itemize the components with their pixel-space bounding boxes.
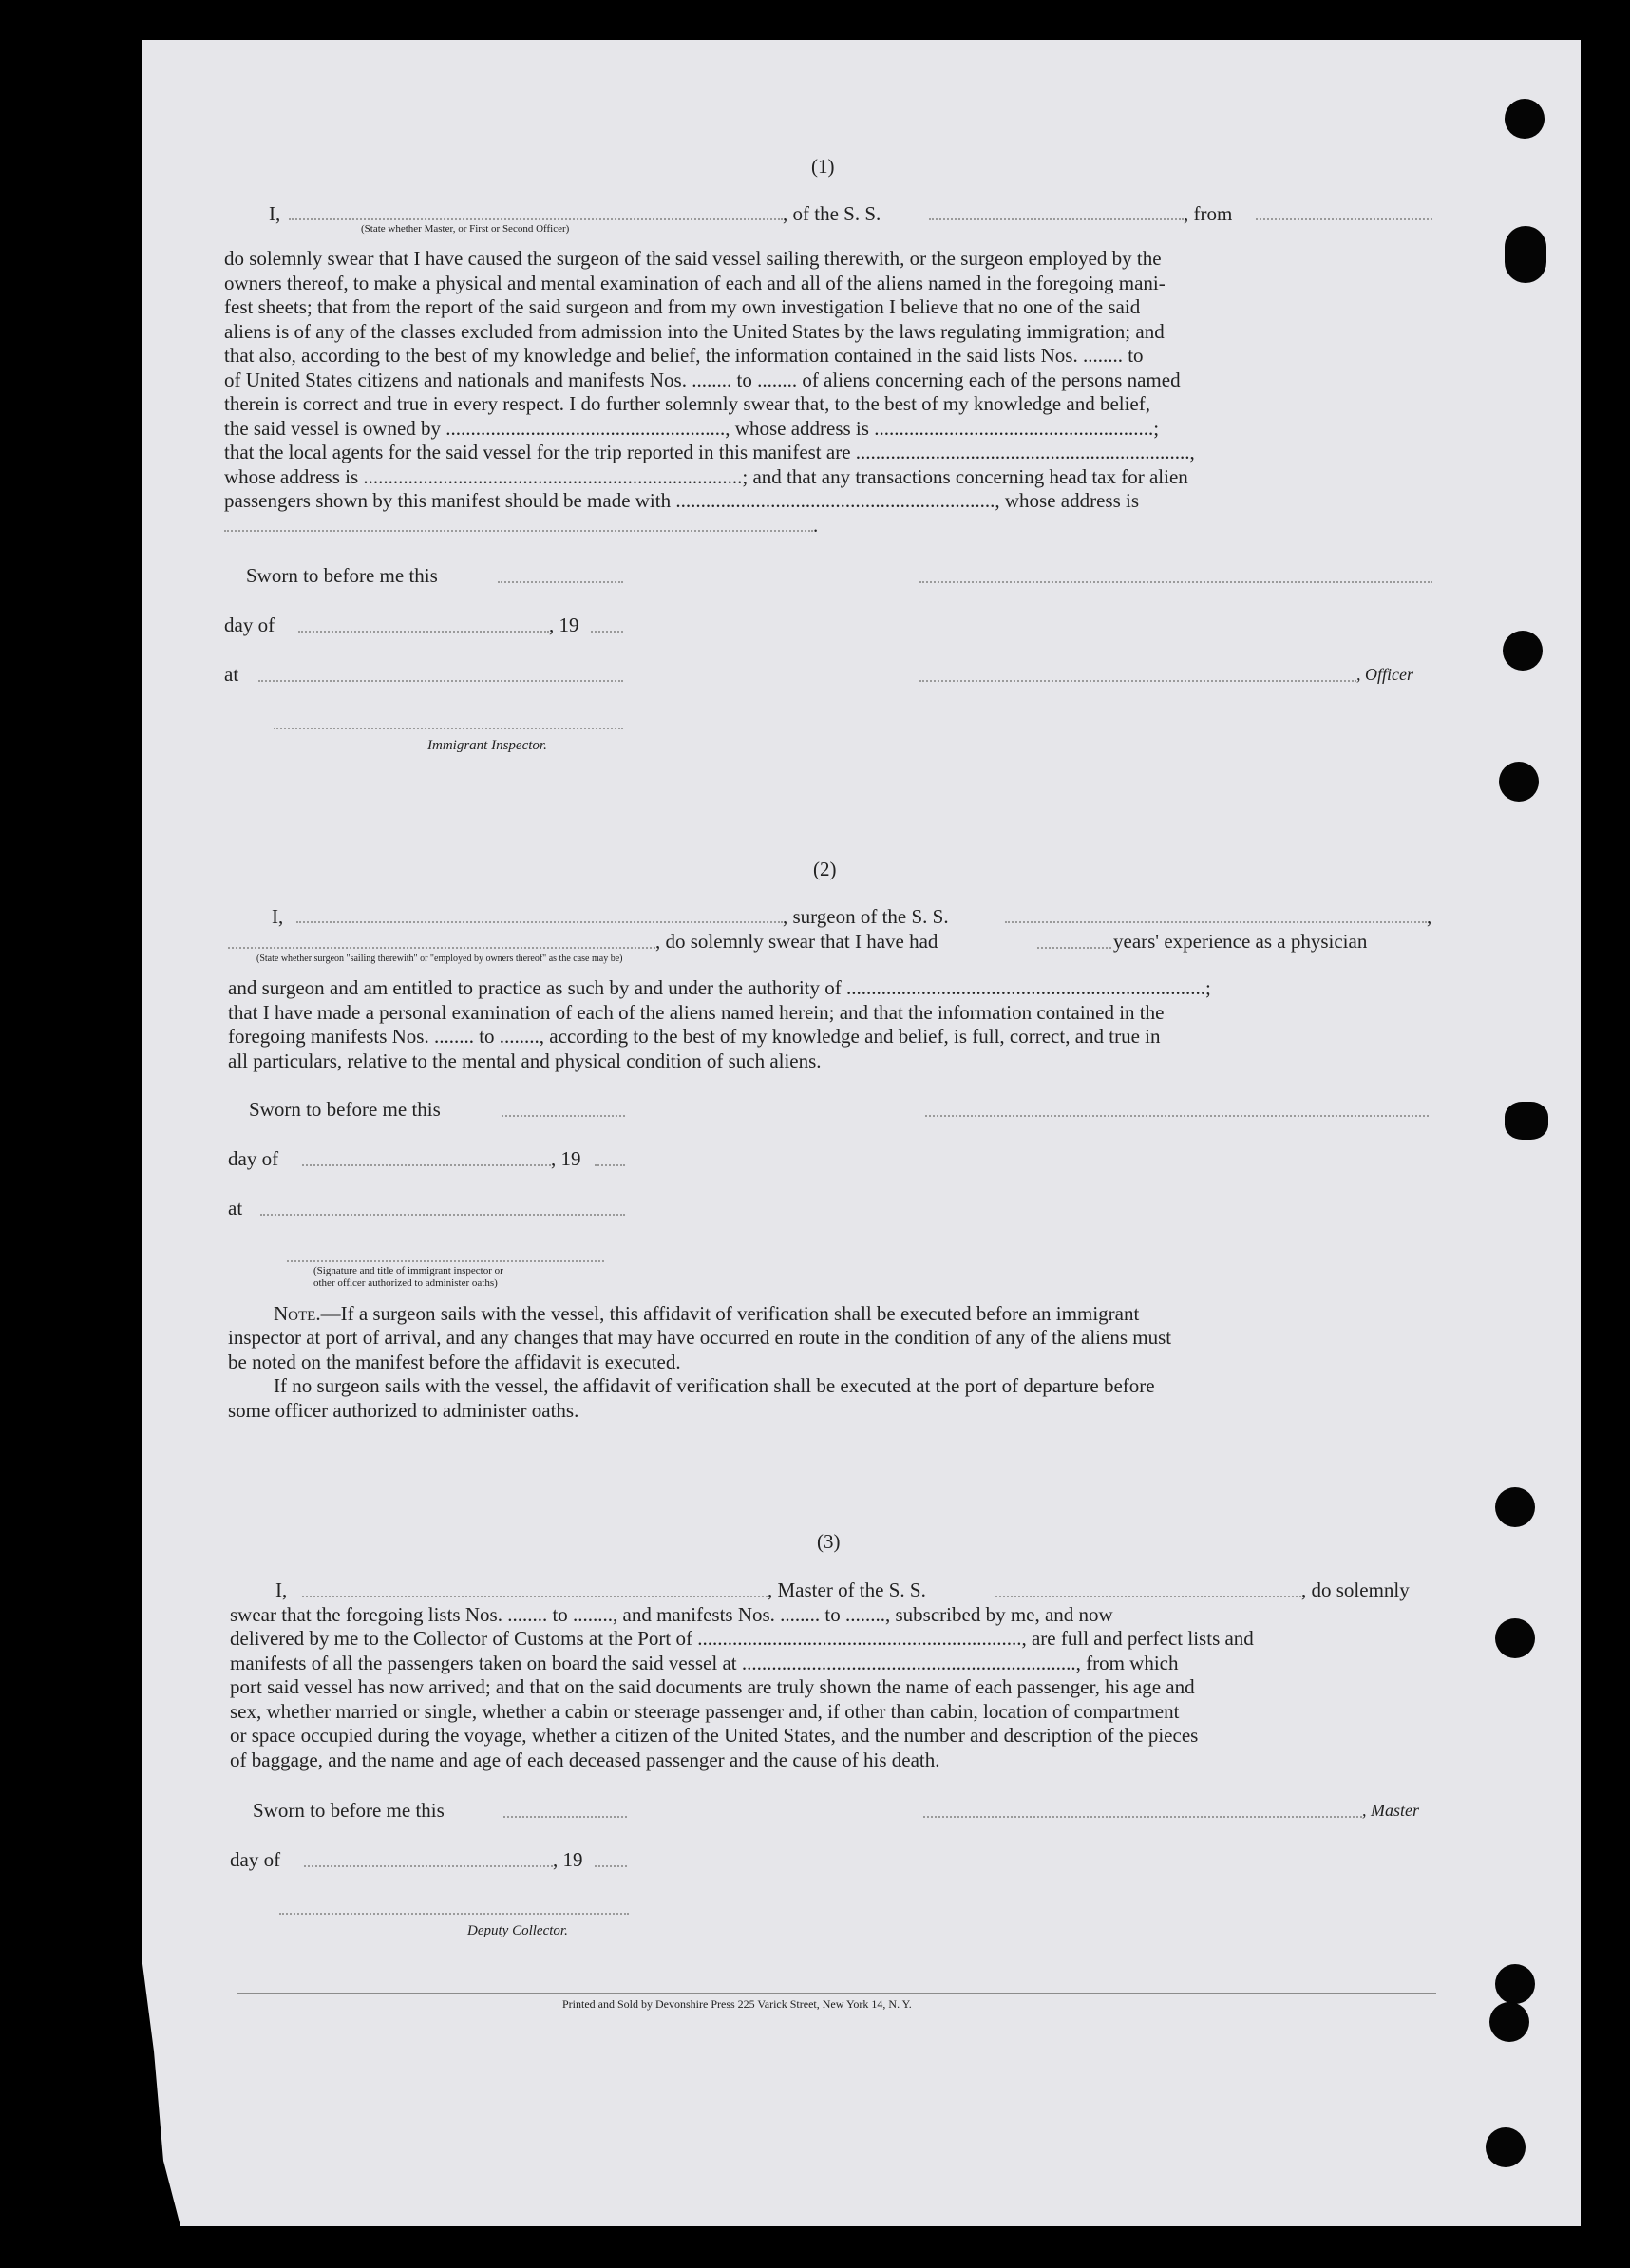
master-signature-line: [923, 1816, 1362, 1818]
surgeon-status-note: (State whether surgeon "sailing therewith" or "employed by owners thereof" as the case may be): [256, 954, 623, 964]
inspector-signature-line: [274, 728, 623, 729]
section-2-comma: ,: [1427, 905, 1432, 928]
section-3-year: , 19: [553, 1848, 583, 1871]
section-1-body-line: passengers shown by this manifest should be made with ................................................................, whose address is: [224, 489, 1139, 512]
at-place-line: [260, 1214, 625, 1216]
note-label: Note.: [274, 1302, 321, 1325]
section-2-body-line: that I have made a personal examination of each of the aliens named herein; and that the information contained in the: [228, 1001, 1165, 1024]
punch-hole: [1505, 1102, 1548, 1140]
section-2-day-of: day of: [228, 1147, 279, 1170]
section-2-at: at: [228, 1197, 243, 1219]
section-3-body-line: manifests of all the passengers taken on board the said vessel at ..................................................................., from which: [230, 1652, 1179, 1674]
section-1-body-line: that also, according to the best of my knowledge and belief, the information contained in the said lists Nos. ........ to: [224, 344, 1144, 367]
officer-label: , Officer: [1356, 665, 1413, 684]
note-line-4: If no surgeon sails with the vessel, the affidavit of verification shall be executed at the port of departure before: [274, 1374, 1155, 1397]
section-3-body-line: or space occupied during the voyage, whether a citizen of the United States, and the number and description of the pieces: [230, 1724, 1199, 1747]
section-1-body-line: therein is correct and true in every respect. I do further solemnly swear that, to the best of my knowledge and belief,: [224, 392, 1150, 415]
day-line: [302, 1164, 551, 1166]
surgeon-signature-line: [925, 1115, 1429, 1117]
punch-hole: [1499, 762, 1539, 802]
section-3-body-line: sex, whether married or single, whether a cabin or steerage passenger and, if other than cabin, location of compartment: [230, 1700, 1180, 1723]
year-line: [595, 1865, 627, 1867]
sworn-date-line: [503, 1816, 627, 1818]
deputy-signature-line: [279, 1913, 629, 1915]
section-1-body-line: fest sheets; that from the report of the said surgeon and from my own investigation I believe that no one of the said: [224, 295, 1141, 318]
section-1-sworn: Sworn to before me this: [246, 564, 438, 587]
punch-hole: [1486, 2127, 1526, 2167]
section-2-body-line: foregoing manifests Nos. ........ to ........, according to the best of my knowledge and belief, is full, correct, and true in: [228, 1025, 1161, 1048]
officer-line: [919, 680, 1356, 682]
section-3-i: I,: [275, 1578, 288, 1601]
section-1-body-line: owners thereof, to make a physical and mental examination of each and all of the aliens named in the foregoing mani-: [224, 272, 1166, 294]
year-line: [595, 1164, 625, 1166]
punch-hole: [1505, 99, 1545, 139]
section-1-body-line: aliens is of any of the classes excluded from admission into the United States by the laws regulating immigration; and: [224, 320, 1165, 343]
address-continuation-line: [224, 530, 813, 532]
note-line-1: [274, 1301, 1139, 1326]
section-1-body-line: do solemnly swear that I have caused the surgeon of the said vessel sailing therewith, or the surgeon employed by the: [224, 247, 1162, 270]
day-line: [304, 1865, 553, 1867]
section-1-body-line: that the local agents for the said vessel for the trip reported in this manifest are ...................................................................,: [224, 441, 1195, 463]
master-label: , Master: [1362, 1801, 1419, 1820]
section-2-swear: , do solemnly swear that I have had: [655, 930, 938, 953]
section-3-do-solemnly: , do solemnly: [1301, 1578, 1410, 1601]
signature-note-2: other officer authorized to administer oaths): [313, 1277, 498, 1289]
note-line-2: inspector at port of arrival, and any changes that may have occurred en route in the condition of any of the aliens must: [228, 1326, 1172, 1349]
section-3-body-line: delivered by me to the Collector of Customs at the Port of ................................................................., are full and perfect lists and: [230, 1627, 1254, 1650]
section-2-i: I,: [272, 905, 284, 928]
section-1-at: at: [224, 663, 239, 686]
master-name-line: [302, 1596, 768, 1597]
ss-name-line: [995, 1596, 1301, 1597]
year-line: [591, 631, 623, 633]
section-1-end-dot: .: [813, 514, 819, 537]
section-1-year: , 19: [549, 614, 579, 636]
section-3-body-line: swear that the foregoing lists Nos. ........ to ........, and manifests Nos. ........ to ........, subscribed by me, and now: [230, 1603, 1113, 1626]
punch-hole: [1505, 226, 1546, 283]
section-1-body-line: of United States citizens and nationals and manifests Nos. ........ to ........ of aliens concerning each of the persons named: [224, 369, 1181, 391]
sworn-date-line: [498, 581, 623, 583]
at-place-line: [258, 680, 623, 682]
section-1-day-of: day of: [224, 614, 275, 636]
from-port-line: [1256, 218, 1432, 220]
section-1-of-ss: , of the S. S.: [783, 202, 881, 225]
note-line-5: some officer authorized to administer oaths.: [228, 1399, 579, 1422]
officer-rank-note: (State whether Master, or First or Second Officer): [361, 223, 570, 235]
deputy-label: Deputy Collector.: [467, 1923, 568, 1938]
inspector-signature-line: [287, 1260, 604, 1262]
section-2-body-line: all particulars, relative to the mental and physical condition of such aliens.: [228, 1049, 822, 1072]
ss-name-line: [1005, 921, 1427, 923]
section-1-number: (1): [811, 155, 835, 178]
officer-signature-line: [919, 581, 1432, 583]
section-2-years: years' experience as a physician: [1113, 930, 1368, 953]
years-line: [1037, 947, 1111, 949]
section-3-master-of: , Master of the S. S.: [768, 1578, 926, 1601]
surgeon-name-line: [296, 921, 783, 923]
punch-hole: [1495, 1618, 1535, 1658]
punch-hole: [1495, 1487, 1535, 1527]
section-3-day-of: day of: [230, 1848, 281, 1871]
officer-name-line: [289, 218, 783, 220]
section-1-from: , from: [1184, 202, 1233, 225]
section-2-year: , 19: [551, 1147, 581, 1170]
note-text: —If a surgeon sails with the vessel, this affidavit of verification shall be executed before an immigrant: [320, 1302, 1140, 1325]
section-2-body-line: and surgeon and am entitled to practice as such by and under the authority of ........................................................................;: [228, 976, 1211, 999]
section-3-body-line: port said vessel has now arrived; and that on the said documents are truly shown the name of each passenger, his age and: [230, 1675, 1195, 1698]
section-2-surgeon-of: , surgeon of the S. S.: [783, 905, 949, 928]
section-2-number: (2): [813, 858, 837, 880]
punch-hole: [1489, 2002, 1529, 2042]
day-line: [298, 631, 549, 633]
section-3-body-line: of baggage, and the name and age of each deceased passenger and the cause of his death.: [230, 1748, 940, 1771]
surgeon-status-line: [228, 947, 655, 949]
printer-imprint: Printed and Sold by Devonshire Press 225 Varick Street, New York 14, N. Y.: [562, 1997, 912, 2011]
inspector-label: Immigrant Inspector.: [427, 738, 547, 753]
section-1-body-line: whose address is ............................................................................; and that any transactions concerning head tax for alien: [224, 465, 1188, 488]
note-line-3: be noted on the manifest before the affidavit is executed.: [228, 1351, 681, 1373]
section-3-sworn: Sworn to before me this: [253, 1799, 445, 1822]
vessel-name-line: [929, 218, 1184, 220]
punch-hole: [1503, 631, 1543, 671]
section-1-body-line: the said vessel is owned by ........................................................, whose address is ........................................................;: [224, 417, 1160, 440]
sworn-date-line: [502, 1115, 625, 1117]
footer-rule: [237, 1993, 1436, 1994]
section-2-sworn: Sworn to before me this: [249, 1098, 441, 1121]
signature-note-1: (Signature and title of immigrant inspector or: [313, 1265, 503, 1276]
section-3-number: (3): [817, 1530, 841, 1553]
section-1-i: I,: [269, 202, 281, 225]
punch-hole: [1495, 1964, 1535, 2004]
